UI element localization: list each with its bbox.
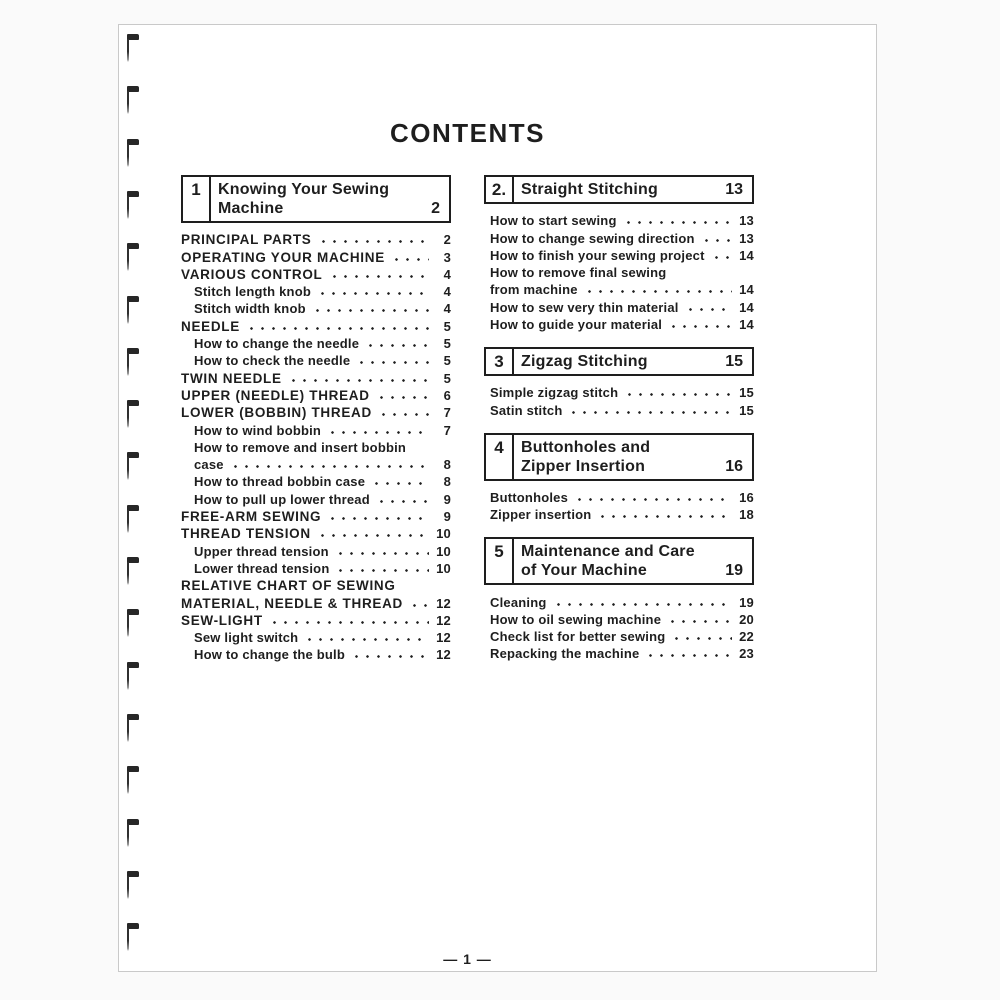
toc-entry-page: 22	[739, 629, 754, 645]
binding-mark-icon	[125, 714, 141, 744]
toc-entry-page: 6	[443, 387, 451, 403]
toc-entry	[194, 421, 451, 438]
chapter-page: 15	[725, 353, 743, 371]
manual-page	[118, 24, 877, 972]
toc-entry	[194, 335, 451, 352]
toc-entry	[490, 281, 754, 298]
dot-leader	[701, 232, 732, 247]
binding-mark-icon	[125, 871, 141, 901]
toc-entry	[181, 508, 451, 525]
toc-entry-page: 8	[443, 457, 451, 473]
toc-entry-label: How to start sewing	[490, 213, 617, 229]
toc-entry-label: case	[194, 457, 224, 473]
toc-entry-label: How to guide your material	[490, 317, 663, 333]
toc-entry-page: 12	[436, 647, 451, 663]
chapter-title	[211, 177, 449, 221]
toc-column-right	[484, 175, 754, 662]
toc-entry-page: 4	[443, 266, 451, 282]
toc-entry-label: OPERATING YOUR MACHINE	[181, 249, 385, 265]
toc-entry-page: 5	[443, 336, 451, 352]
toc-entry-label: LOWER (BOBBIN) THREAD	[181, 405, 372, 421]
toc-entry-label: How to thread bobbin case	[194, 474, 366, 490]
dot-leader	[351, 648, 429, 663]
toc-entry-label: VARIOUS CONTROL	[181, 266, 323, 282]
toc-entry-label: RELATIVE CHART OF SEWING	[181, 578, 396, 594]
toc-entry	[194, 542, 451, 559]
dot-leader	[672, 266, 732, 281]
toc-entry-label: How to finish your sewing project	[490, 247, 705, 263]
dot-leader	[304, 631, 429, 646]
toc-entry-page: 14	[739, 299, 754, 315]
toc-entry-label: Satin stitch	[490, 402, 563, 418]
chapter-box	[181, 175, 451, 223]
toc-entry	[194, 473, 451, 490]
toc-entry	[194, 456, 451, 473]
chapter-title-line: Straight Stitching	[521, 181, 658, 198]
toc-entry	[181, 248, 451, 265]
dot-leader	[317, 527, 429, 542]
dot-leader	[327, 510, 429, 525]
page-title: CONTENTS	[390, 118, 545, 148]
binding-mark-icon	[125, 505, 141, 535]
toc-entry	[490, 593, 754, 610]
chapter-title	[514, 435, 752, 479]
chapter-title	[514, 177, 752, 202]
toc-entry-label: How to check the needle	[194, 353, 351, 369]
chapter-title-line: Machine	[218, 200, 284, 217]
binding-marks	[119, 25, 149, 971]
chapter-number: 3	[486, 349, 514, 374]
toc-entry-label: NEEDLE	[181, 318, 240, 334]
toc-entry	[181, 369, 451, 386]
toc-entry-page: 10	[436, 526, 451, 542]
toc-entry	[490, 229, 754, 246]
binding-mark-icon	[125, 296, 141, 326]
chapter-title-line: Zipper Insertion	[521, 457, 646, 475]
chapter-page: 13	[725, 181, 743, 198]
toc-entry	[194, 352, 451, 369]
toc-entry	[490, 611, 754, 628]
toc-entry-page: 12	[436, 595, 451, 611]
toc-entry-label: Stitch width knob	[194, 301, 306, 317]
dot-leader	[329, 268, 430, 283]
toc-entry-label: Buttonholes	[490, 489, 569, 505]
dot-leader	[671, 630, 732, 645]
dot-leader	[685, 301, 732, 316]
binding-mark-icon	[125, 86, 141, 116]
chapter-number: 5	[486, 539, 514, 583]
toc-entry-label: THREAD TENSION	[181, 526, 311, 542]
chapter-title-line: of Your Machine	[521, 562, 647, 580]
chapter-title-line: Zigzag Stitching	[521, 353, 648, 371]
toc-column-left	[181, 175, 451, 663]
dot-leader	[356, 354, 429, 369]
toc-entry	[194, 490, 451, 507]
toc-entry-label: Lower thread tension	[194, 560, 330, 576]
dot-leader	[378, 406, 429, 421]
toc-entry-page: 20	[739, 611, 754, 627]
toc-entry-label: How to oil sewing machine	[490, 611, 662, 627]
toc-entry	[490, 247, 754, 264]
dot-leader	[402, 579, 429, 594]
dot-leader	[269, 614, 429, 629]
chapter-number: 4	[486, 435, 514, 479]
toc-entry-label: Stitch length knob	[194, 284, 311, 300]
dot-leader	[312, 302, 429, 317]
binding-mark-icon	[125, 243, 141, 273]
toc-entry-page: 10	[436, 543, 451, 559]
toc-entry-page: 5	[443, 370, 451, 386]
toc-entry-page: 13	[739, 213, 754, 229]
toc-entry	[181, 266, 451, 283]
toc-entry-label: PRINCIPAL PARTS	[181, 232, 312, 248]
toc-entry	[194, 300, 451, 317]
binding-mark-icon	[125, 923, 141, 953]
toc-entry-page: 23	[739, 646, 754, 662]
toc-entry-page: 19	[739, 594, 754, 610]
dot-leader	[246, 320, 429, 335]
toc-entry	[181, 612, 451, 629]
dot-leader	[376, 493, 429, 508]
binding-mark-icon	[125, 819, 141, 849]
toc-entry-page: 14	[739, 247, 754, 263]
dot-leader	[317, 285, 429, 300]
toc-entry-page: 14	[739, 317, 754, 333]
toc-entry-label: UPPER (NEEDLE) THREAD	[181, 387, 370, 403]
toc-entry-label: TWIN NEEDLE	[181, 370, 282, 386]
dot-leader	[327, 424, 429, 439]
binding-mark-icon	[125, 191, 141, 221]
toc-entry	[194, 646, 451, 663]
dot-leader	[412, 441, 429, 456]
toc-entry-page: 5	[443, 318, 451, 334]
toc-entry	[194, 439, 451, 456]
dot-leader	[371, 475, 429, 490]
chapter-page: 16	[725, 457, 743, 475]
chapter-page: 2	[431, 200, 440, 217]
toc-entry	[490, 212, 754, 229]
toc-entry-page: 3	[443, 249, 451, 265]
toc-entry-page: 13	[739, 230, 754, 246]
toc-entry-label: Simple zigzag stitch	[490, 385, 619, 401]
toc-entry	[490, 489, 754, 506]
toc-entry-label: MATERIAL, NEEDLE & THREAD	[181, 595, 403, 611]
toc-entry-label: SEW-LIGHT	[181, 612, 263, 628]
dot-leader	[645, 647, 732, 662]
binding-mark-icon	[125, 452, 141, 482]
chapter-number: 2.	[486, 177, 514, 202]
chapter-box	[484, 347, 754, 376]
toc-entry	[490, 628, 754, 645]
toc-entry	[181, 525, 451, 542]
toc-entry-page: 5	[443, 353, 451, 369]
dot-leader	[409, 597, 429, 612]
toc-entry-label: How to remove and insert bobbin	[194, 439, 407, 455]
dot-leader	[584, 283, 732, 298]
toc-entry	[490, 506, 754, 523]
page-number: — 1 —	[443, 951, 492, 967]
chapter-box	[484, 537, 754, 585]
toc-entry-label: How to sew very thin material	[490, 299, 679, 315]
toc-entry-label: How to wind bobbin	[194, 422, 322, 438]
dot-leader	[376, 389, 429, 404]
toc-entry-label: How to change sewing direction	[490, 230, 695, 246]
chapter-title-line: Buttonholes and	[521, 438, 651, 456]
dot-leader	[711, 249, 732, 264]
toc-entry-label: Cleaning	[490, 594, 547, 610]
dot-leader	[667, 613, 732, 628]
toc-entry	[181, 404, 451, 421]
dot-leader	[365, 337, 429, 352]
toc-entry	[181, 317, 451, 334]
toc-entry-label: How to change the needle	[194, 336, 360, 352]
toc-entry-page: 7	[443, 405, 451, 421]
dot-leader	[335, 562, 429, 577]
toc-entry-page: 14	[739, 282, 754, 298]
chapter-title-line: Maintenance and Care	[521, 543, 695, 561]
toc-entry-label: Sew light switch	[194, 630, 299, 646]
toc-entry	[181, 387, 451, 404]
dot-leader	[624, 386, 732, 401]
dot-leader	[574, 491, 732, 506]
binding-mark-icon	[125, 557, 141, 587]
toc-entry-label: How to pull up lower thread	[194, 491, 370, 507]
toc-entry-page: 15	[739, 385, 754, 401]
dot-leader	[391, 251, 429, 266]
binding-mark-icon	[125, 662, 141, 692]
toc-entry-page: 4	[443, 284, 451, 300]
dot-leader	[230, 458, 429, 473]
toc-entry-page: 7	[443, 422, 451, 438]
toc-entry-label: How to change the bulb	[194, 647, 346, 663]
chapter-box	[484, 433, 754, 481]
binding-mark-icon	[125, 34, 141, 64]
binding-mark-icon	[125, 766, 141, 796]
dot-leader	[288, 372, 429, 387]
dot-leader	[668, 318, 732, 333]
toc-entry-page: 15	[739, 402, 754, 418]
chapter-box	[484, 175, 754, 204]
toc-entry	[194, 560, 451, 577]
chapter-title	[514, 539, 752, 583]
toc-entry	[194, 629, 451, 646]
toc-entry	[490, 316, 754, 333]
binding-mark-icon	[125, 609, 141, 639]
toc-entry	[490, 384, 754, 401]
binding-mark-icon	[125, 139, 141, 169]
toc-entry	[490, 401, 754, 418]
toc-entry	[194, 283, 451, 300]
dot-leader	[553, 596, 733, 611]
toc-entry-page: 9	[443, 509, 451, 525]
toc-entry-label: Check list for better sewing	[490, 629, 666, 645]
toc-entry-label: from machine	[490, 282, 578, 298]
chapter-title	[514, 349, 752, 374]
toc-entry-label: Repacking the machine	[490, 646, 640, 662]
chapter-title-line: Knowing Your Sewing	[218, 181, 390, 198]
dot-leader	[318, 233, 429, 248]
toc-entry-page: 2	[443, 232, 451, 248]
toc-entry	[490, 264, 754, 281]
toc-entry-page: 12	[436, 612, 451, 628]
toc-entry-page: 12	[436, 630, 451, 646]
toc-entry	[181, 231, 451, 248]
toc-entry-page: 8	[443, 474, 451, 490]
toc-entry-page: 9	[443, 491, 451, 507]
toc-entry-label: How to remove final sewing	[490, 265, 667, 281]
toc-entry-label: FREE-ARM SEWING	[181, 509, 322, 525]
toc-entry-label: Upper thread tension	[194, 543, 329, 559]
binding-mark-icon	[125, 348, 141, 378]
toc-entry	[490, 298, 754, 315]
toc-entry-page: 4	[443, 301, 451, 317]
dot-leader	[597, 508, 732, 523]
toc-entry-page: 16	[739, 489, 754, 505]
toc-entry-label: Zipper insertion	[490, 507, 592, 523]
binding-mark-icon	[125, 400, 141, 430]
toc-entry-page: 18	[739, 507, 754, 523]
chapter-number: 1	[183, 177, 211, 221]
chapter-page: 19	[725, 562, 743, 580]
toc-entry	[181, 577, 451, 594]
dot-leader	[568, 404, 732, 419]
toc-entry-page: 10	[436, 560, 451, 576]
toc-entry	[181, 594, 451, 611]
dot-leader	[335, 545, 429, 560]
dot-leader	[623, 214, 732, 229]
toc-entry	[490, 645, 754, 662]
